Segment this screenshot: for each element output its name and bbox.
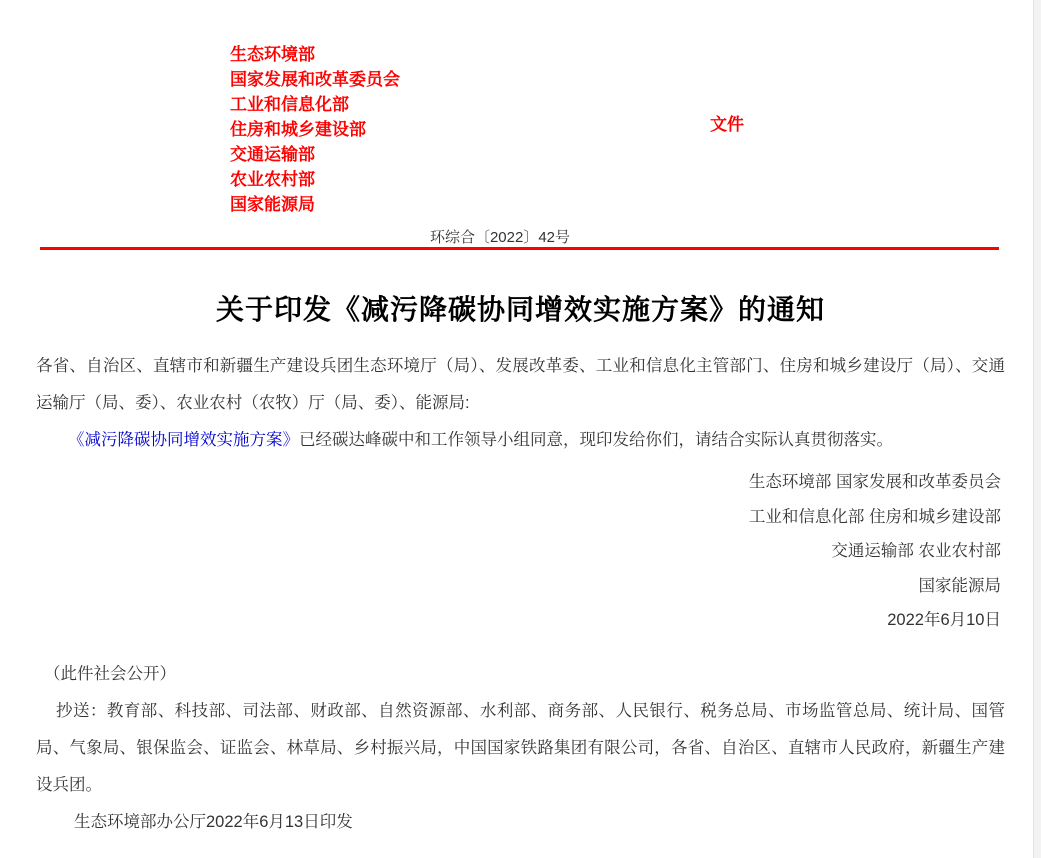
ministry-line: 国家发展和改革委员会 bbox=[230, 70, 400, 89]
public-disclosure-note: （此件社会公开） bbox=[44, 664, 176, 683]
ministry-line: 工业和信息化部 bbox=[230, 95, 349, 114]
plan-document-link[interactable]: 《减污降碳协同增效实施方案》 bbox=[68, 431, 299, 449]
notice-paragraph-text: 已经碳达峰碳中和工作领导小组同意，现印发给你们，请结合实际认真贯彻落实。 bbox=[299, 431, 893, 449]
document-number: 环综合〔2022〕42号 bbox=[429, 229, 571, 246]
red-divider-line bbox=[40, 247, 999, 250]
ministry-line: 农业农村部 bbox=[230, 170, 315, 189]
ministry-line: 国家能源局 bbox=[230, 195, 315, 214]
cc-list-paragraph: 抄送：教育部、科技部、司法部、财政部、自然资源部、水利部、商务部、人民银行、税务总局、市场监管总局、统计局、国管局、气象局、银保监会、证监会、林草局、乡村振兴局，中国国家铁路集团有限公司，各省、自治区、直辖市人民政府，新疆生产建设兵团。 bbox=[36, 701, 1005, 794]
signature-line: 工业和信息化部 住房和城乡建设部 bbox=[748, 507, 1001, 526]
signature-line: 国家能源局 bbox=[918, 576, 1001, 595]
print-issuance-note: 生态环境部办公厅2022年6月13日印发 bbox=[74, 812, 353, 831]
ministry-list bbox=[230, 42, 1041, 217]
page-title: 关于印发《减污降碳协同增效实施方案》的通知 bbox=[215, 294, 825, 325]
scrollbar[interactable] bbox=[1033, 0, 1041, 858]
signature-date: 2022年6月10日 bbox=[887, 611, 1001, 629]
signature-line: 生态环境部 国家发展和改革委员会 bbox=[748, 473, 1001, 491]
signature-line: 交通运输部 农业农村部 bbox=[831, 542, 1001, 560]
recipients-paragraph: 各省、自治区、直辖市和新疆生产建设兵团生态环境厅（局）、发展改革委、工业和信息化主管部门、住房和城乡建设厅（局）、交通运输厅（局、委）、农业农村（农牧）厅（局、委）、能源局: bbox=[36, 357, 1005, 412]
notice-paragraph bbox=[36, 422, 1005, 459]
ministry-line: 生态环境部 bbox=[230, 45, 315, 64]
letterhead bbox=[0, 42, 1041, 217]
document-body bbox=[36, 348, 1005, 841]
ministry-line: 住房和城乡建设部 bbox=[230, 120, 366, 139]
file-label: 文件 bbox=[710, 115, 744, 134]
signature-block bbox=[36, 465, 1005, 638]
ministry-line: 交通运输部 bbox=[230, 145, 315, 164]
